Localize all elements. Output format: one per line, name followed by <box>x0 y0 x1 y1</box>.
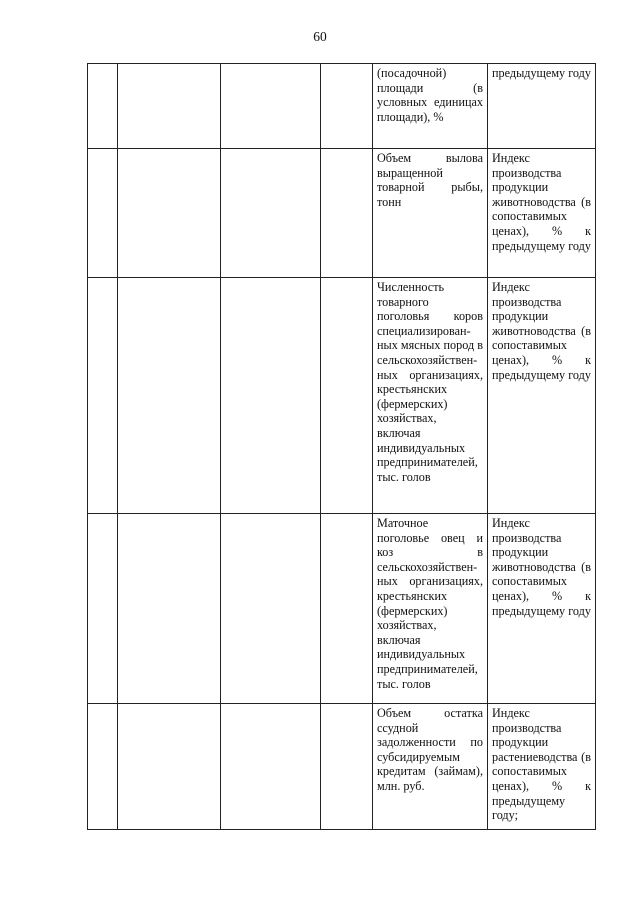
indicator-cell: Объем вылова выращенной товарной рыбы, тонн <box>373 149 488 278</box>
index-cell: Индекс производства продукции животноводства (в сопоставимых ценах), % к предыдущему году <box>488 278 596 514</box>
table-row <box>88 64 596 149</box>
empty-cell <box>88 514 118 704</box>
index-cell: Индекс производства продукции животноводства (в сопоставимых ценах), % к предыдущему году <box>488 514 596 704</box>
empty-cell <box>88 149 118 278</box>
indicator-cell: Объем остатка ссудной задолженности по субсидируемым кредитам (займам), млн. руб. <box>373 704 488 830</box>
empty-cell <box>321 149 373 278</box>
empty-cell <box>118 149 221 278</box>
empty-cell <box>118 514 221 704</box>
table-row <box>88 149 596 278</box>
index-cell: Индекс производства продукции животноводства (в сопоставимых ценах), % к предыдущему году <box>488 149 596 278</box>
page-number: 60 <box>313 29 327 44</box>
indicator-cell: (посадочной) площади (в условных единицах площади), % <box>373 64 488 149</box>
indicators-table <box>87 63 596 830</box>
empty-cell <box>321 64 373 149</box>
index-cell: Индекс производства продукции растениеводства (в сопоставимых ценах), % к предыдущему году; <box>488 704 596 830</box>
empty-cell <box>118 704 221 830</box>
empty-cell <box>88 278 118 514</box>
empty-cell <box>221 149 321 278</box>
empty-cell <box>88 64 118 149</box>
empty-cell <box>221 704 321 830</box>
empty-cell <box>221 278 321 514</box>
empty-cell <box>321 704 373 830</box>
empty-cell <box>221 514 321 704</box>
empty-cell <box>321 514 373 704</box>
indicator-cell: Численность товарного поголовья коров специализирован-ных мясных пород в сельскохозяйствен-ных организациях, крестьянских (фермерских) хозяйствах, включая индивидуальных предпринимателей, тыс. голов <box>373 278 488 514</box>
indicator-cell: Маточное поголовье овец и коз в сельскохозяйствен-ных организациях, крестьянских (фермерских) хозяйствах, включая индивидуальных предпринимателей, тыс. голов <box>373 514 488 704</box>
empty-cell <box>221 64 321 149</box>
empty-cell <box>321 278 373 514</box>
table-row <box>88 704 596 830</box>
empty-cell <box>118 64 221 149</box>
empty-cell <box>118 278 221 514</box>
table-row <box>88 514 596 704</box>
index-cell: предыдущему году <box>488 64 596 149</box>
table-row <box>88 278 596 514</box>
empty-cell <box>88 704 118 830</box>
